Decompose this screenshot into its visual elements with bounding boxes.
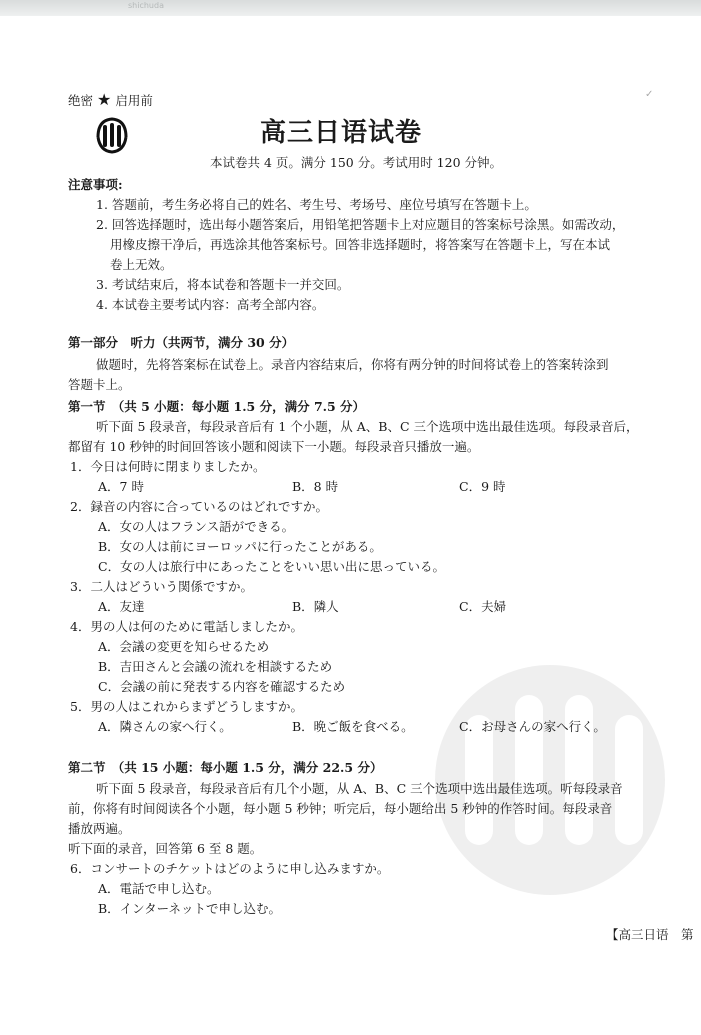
- option-c: C．夫婦: [459, 599, 507, 614]
- confidential-line: [68, 90, 153, 111]
- note-item: 用橡皮擦干净后，再选涂其他答案标号。回答非选择题时，将答案写在答题卡上，写在本试: [110, 237, 611, 252]
- part1-intro: 答题卡上。: [68, 377, 131, 392]
- section1-intro: 听下面 5 段录音，每段录音后有 1 个小题，从 A、B、C 三个选项中选出最佳选项。每段录音后，: [96, 419, 639, 434]
- checkmark-icon: ✓: [645, 89, 654, 100]
- option-a: A．隣さんの家へ行く。: [98, 719, 232, 734]
- option-c: C．会議の前に発表する内容を確認するため: [98, 679, 346, 694]
- section1-heading: 第一节 （共 5 小题：每小题 1.5 分，满分 7.5 分）: [68, 399, 366, 414]
- part1-heading: 第一部分 听力（共两节，满分 30 分）: [68, 335, 295, 350]
- note-item: 2. 回答选择题时，选出每小题答案后，用铅笔把答题卡上对应题目的答案标号涂黑。如需改动，: [96, 217, 625, 232]
- question-6: 6．コンサートのチケットはどのように申し込みますか。: [70, 861, 390, 876]
- note-item: 1. 答题前，考生务必将自己的姓名、考生号、考场号、座位号填写在答题卡上。: [96, 197, 537, 212]
- question-3: 3．二人はどういう関係ですか。: [70, 579, 253, 594]
- page-footer-label: 【高三日语 第: [606, 927, 694, 942]
- section1-intro: 都留有 10 秒钟的时间回答该小题和阅读下一小题。每段录音只播放一遍。: [68, 439, 480, 454]
- note-item: 4. 本试卷主要考试内容：高考全部内容。: [96, 297, 325, 312]
- option-a: A．会議の変更を知らせるため: [98, 639, 270, 654]
- option-b: B．インターネットで申し込む。: [98, 901, 282, 916]
- option-b: B．吉田さんと会議の流れを相談するため: [98, 659, 333, 674]
- note-item: 卷上无效。: [110, 257, 173, 272]
- star-icon: ★: [97, 90, 112, 109]
- option-b: B．女の人は前にヨーロッパに行ったことがある。: [98, 539, 382, 554]
- option-a: A．女の人はフランス語ができる。: [98, 519, 295, 534]
- confidential-label: 绝密: [68, 93, 94, 108]
- question-2: 2．録音の内容に合っているのはどれですか。: [70, 499, 328, 514]
- banner-ghost-text: shichuda: [128, 1, 164, 10]
- scan-top-band: [0, 0, 701, 16]
- question-1: 1．今日は何時に閉まりましたか。: [70, 459, 266, 474]
- before-use-label: 启用前: [115, 93, 153, 108]
- option-a: A．電話で申し込む。: [98, 881, 220, 896]
- section2-intro: 听下面 5 段录音，每段录音后有几个小题，从 A、B、C 三个选项中选出最佳选项。听每段录音: [96, 781, 623, 796]
- note-item: 3. 考试结束后，将本试卷和答题卡一并交回。: [96, 277, 350, 292]
- section2-sub-intro: 听下面的录音，回答第 6 至 8 题。: [68, 841, 263, 856]
- section2-heading: 第二节 （共 15 小题：每小题 1.5 分，满分 22.5 分）: [68, 760, 383, 775]
- option-b: B．晩ご飯を食べる。: [292, 719, 414, 734]
- section2-intro: 播放两遍。: [68, 821, 131, 836]
- option-c: C．女の人は旅行中にあったことをいい思い出に思っている。: [98, 559, 445, 574]
- section2-intro: 前，你将有时间阅读各个小题，每小题 5 秒钟；听完后，每小题给出 5 秒钟的作答时间。每段录音: [68, 801, 613, 816]
- page-title: 高三日语试卷: [260, 118, 423, 148]
- part1-intro: 做题时，先将答案标在试卷上。录音内容结束后，你将有两分钟的时间将试卷上的答案转涂到: [96, 357, 609, 372]
- option-a: A．友達: [98, 599, 145, 614]
- exam-subtitle: 本试卷共 4 页。满分 150 分。考试用时 120 分钟。: [210, 155, 503, 170]
- question-4: 4．男の人は何のために電話しましたか。: [70, 619, 303, 634]
- option-a: A．7 時: [98, 479, 144, 494]
- exam-logo-icon: [94, 115, 130, 155]
- question-5: 5．男の人はこれからまずどうしますか。: [70, 699, 303, 714]
- option-b: B．隣人: [292, 599, 339, 614]
- notes-heading: 注意事项:: [68, 177, 123, 192]
- option-b: B．8 時: [292, 479, 339, 494]
- option-c: C．お母さんの家へ行く。: [459, 719, 606, 734]
- option-c: C．9 時: [459, 479, 506, 494]
